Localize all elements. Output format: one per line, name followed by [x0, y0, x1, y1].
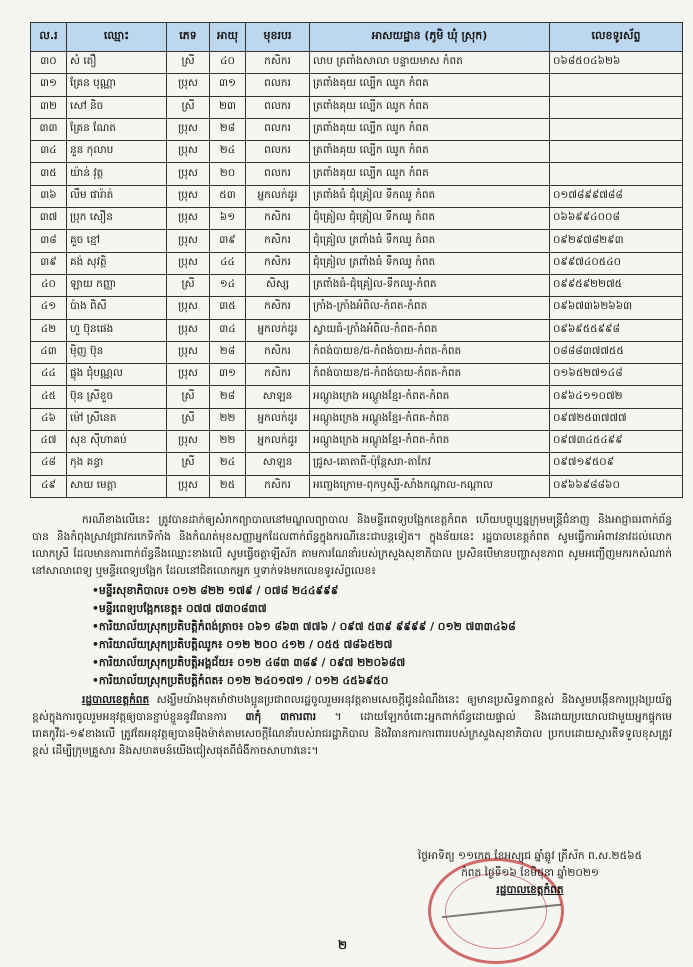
cell-address: លាប ត្រពាំងសាលា បន្ទាយមាស កំពត: [310, 52, 550, 74]
cell-phone: ០៩២៩៧៨២៩៣: [550, 230, 683, 252]
table-row: [31, 252, 683, 274]
cell-address: ត្រពាំងធំ-ជុំគ្រៀល-ទឹកឈូ-កំពត: [310, 274, 550, 296]
cell-gender: ប្រុស: [167, 364, 210, 386]
cell-age: ២៤: [210, 453, 246, 475]
table-row: [31, 431, 683, 453]
cell-address: ត្រពាំងគុយ ល្បើក ឈូក កំពត: [310, 96, 550, 118]
cell-gender: ប្រុស: [167, 208, 210, 230]
page-number: ២: [338, 938, 348, 952]
header-age: អាយុ: [210, 23, 246, 52]
cell-name: ប៉ាង ពិសី: [67, 297, 167, 319]
cell-name: ផ្លុង ជុំបណ្ណល: [67, 364, 167, 386]
cell-age: ៦១: [210, 208, 246, 230]
cell-phone: [550, 141, 683, 163]
cell-no: ៤៩: [31, 475, 67, 497]
cell-occupation: សាឡន: [246, 386, 310, 408]
cell-occupation: អ្នកលក់ដូរ: [246, 185, 310, 207]
table-row: [31, 408, 683, 430]
cell-no: ៤៦: [31, 408, 67, 430]
cell-phone: ០៩៦៦៩៨៨៦០: [550, 475, 683, 497]
cell-name: កុង គន្ធា: [67, 453, 167, 475]
cell-phone: ០៩៩៥៩២២៧៥: [550, 274, 683, 296]
cell-age: ៣១: [210, 74, 246, 96]
cell-no: ៣៣: [31, 118, 67, 140]
table-row: [31, 118, 683, 140]
header-phone: លេខទូរស័ព្ទ: [550, 23, 683, 52]
cell-address: ត្រពាំងគុយ ល្បើក ឈូក កំពត: [310, 74, 550, 96]
cell-name: សាយ មេត្តា: [67, 475, 167, 497]
cell-name: ប៊ុន ស្រីខួច: [67, 386, 167, 408]
cell-gender: ប្រុស: [167, 431, 210, 453]
cell-no: ៣៦: [31, 185, 67, 207]
table-row: [31, 230, 683, 252]
cell-no: ៤២: [31, 319, 67, 341]
notice-paragraph-2-text-b: ។ ដោយឡែកចំពោះអ្នកពាក់ព័ន្ធដោយផ្ទាល់ និងដោយប្រយោលជាមួយអ្នកផ្ទុកមេរោគកូវីដ-១៩ខាងលើ ត្រូវតែអនុវត្តឲ្យបានម៉ឺងម៉ាត់តាមសេចក្តីណែនាំរបស់រាជរដ្ឋាភិបាល និងវិធានការការពាររបស់ក្រសួងសុខាភិបាល ប្រកបដោយស្មារតីទទួលខុសត្រូវខ្ពស់ ដើម្បីក្រុមគ្រួសារ និងសហគមន៍យើងជៀសផុតពីជំងឺកាចសាហាវនេះ។: [32, 711, 672, 757]
cell-no: ៣៨: [31, 230, 67, 252]
cell-address: កំពង់បាយខ/ជ-កំពង់បាយ-កំពត-កំពត: [310, 364, 550, 386]
cell-no: ៣៧: [31, 208, 67, 230]
header-gender: ភេទ: [167, 23, 210, 52]
cell-no: ៤៤: [31, 364, 67, 386]
cell-no: ៣៩: [31, 252, 67, 274]
cell-phone: ០៦៨៥០៤៦២៦: [550, 52, 683, 74]
cell-age: ២៨: [210, 118, 246, 140]
cell-phone: ០៩៦៩៥៥៩៩៨: [550, 319, 683, 341]
signer-title: រដ្ឋបាលខេត្តកំពត: [496, 884, 564, 896]
cell-gender: ស្រី: [167, 408, 210, 430]
cell-address: ត្រពាំងគុយ ល្បើក ឈូក កំពត: [310, 118, 550, 140]
contact-item: •ការិយាល័យស្រុកប្រតិបត្តិកំពង់ត្រាច៖ ០៦១ ៨៦៣ ៧៧៦ / ០៩៧ ៥៣៩ ៩៩៩៩ / ០១២ ៧៣៣៤៦៨: [92, 620, 516, 633]
cell-phone: ០៩៩៧៤០៥៤០: [550, 252, 683, 274]
table-row: [31, 274, 683, 296]
cell-phone: ០៦៦៩៩៤០០៨: [550, 208, 683, 230]
cell-age: ៣៥: [210, 297, 246, 319]
cell-gender: ប្រុស: [167, 475, 210, 497]
cell-age: ៣១: [210, 364, 246, 386]
cell-no: ៣៥: [31, 163, 67, 185]
cell-gender: ប្រុស: [167, 163, 210, 185]
cell-address: អណ្តូងក្រេង អណ្តូងខ្មែរ-កំពត-កំពត: [310, 431, 550, 453]
contact-item: •មន្ទីរពេទ្យបង្អែកខេត្ត៖ ០៧៧ ៧៣០៨៣៧: [92, 602, 267, 615]
cell-gender: ប្រុស: [167, 118, 210, 140]
contact-list: [92, 582, 672, 690]
cell-phone: [550, 163, 683, 185]
cell-gender: ប្រុស: [167, 319, 210, 341]
document-page: [18, 22, 678, 498]
cell-no: ៤១: [31, 297, 67, 319]
cell-age: ២៤: [210, 141, 246, 163]
cell-address: ក្រាំង-ក្រាំងអំពិល-កំពត-កំពត: [310, 297, 550, 319]
lunar-date: ថ្ងៃអាទិត្យ ១១កេត ខែអស្សុជ ឆ្នាំឆ្លូវ ត្រីស័ក ព.ស.២៥៦៥: [417, 850, 643, 862]
table-row: [31, 52, 683, 74]
solar-date: កំពត ថ្ងៃទី១៦ ខែមិថុនា ឆ្នាំ២០២១: [461, 867, 599, 879]
cell-gender: ប្រុស: [167, 185, 210, 207]
cell-name: ឡាយ កញ្ញា: [67, 274, 167, 296]
cell-gender: ប្រុស: [167, 74, 210, 96]
cell-occupation: កសិករ: [246, 252, 310, 274]
cell-occupation: អ្នកលក់ដូរ: [246, 408, 310, 430]
cell-name: សៅ និច: [67, 96, 167, 118]
cell-no: ៤៧: [31, 431, 67, 453]
contact-item: •ការិយាល័យស្រុកប្រតិបត្តិអង្គជ័យ៖ ០១២ ៤៨៣ ៣៨៩ / ០៩៧ ២២០៦៨៧: [92, 656, 406, 669]
cell-age: ៤៤: [210, 252, 246, 274]
cell-name: សុខ ស៊ីហាគប់: [67, 431, 167, 453]
cell-name: នួន កុលាប: [67, 141, 167, 163]
cell-gender: ប្រុស: [167, 252, 210, 274]
table-row: [31, 319, 683, 341]
cell-gender: ប្រុស: [167, 230, 210, 252]
cell-address: ត្រពាំងធំ ជុំគ្រៀល ទឹកឈូ កំពត: [310, 185, 550, 207]
cell-address: ជុំគ្រៀល ជុំគ្រៀល ទឹកឈូ កំពត: [310, 208, 550, 230]
cell-name: ហួ ប៊ុនផេង: [67, 319, 167, 341]
cell-age: ៤០: [210, 52, 246, 74]
cell-age: ២០: [210, 163, 246, 185]
cell-name: លឹម ផារ៉ាត់: [67, 185, 167, 207]
header-name: ឈ្មោះ: [67, 23, 167, 52]
cell-phone: [550, 118, 683, 140]
cell-phone: [550, 96, 683, 118]
cell-age: ២៨: [210, 341, 246, 363]
admin-name: រដ្ឋបាលខេត្តកំពត: [82, 694, 150, 706]
notice-paragraph-2-text-a: សង្ឃឹមយ៉ាងមុតមាំថាបងប្អូនប្រជាពលរដ្ឋចូលរួមអនុវត្តតាមសេចក្តីជូនដំណឹងនេះ ឲ្យមានប្រសិទ្ធភាពខ្ពស់ និងសូមបង្កើនការប្រុងប្រយ័ត្នខ្ពស់ក្នុងការចូលរួមអនុវត្តឲ្យបានខ្ជាប់ខ្ជួននូវវិធានការ: [32, 694, 672, 723]
header-no: ល.រ: [31, 23, 67, 52]
cell-gender: ស្រី: [167, 274, 210, 296]
contact-item: •ការិយាល័យស្រុកប្រតិបត្តិឈូក៖ ០១២ ២០០ ៤១២ / ០៥៥ ៧៨៦៥២៧: [92, 638, 393, 651]
cell-address: កំពង់បាយខ/ជ-កំពង់បាយ-កំពត-កំពត: [310, 341, 550, 363]
header-occupation: មុខរបរ: [246, 23, 310, 52]
cell-name: ម៉ិញ ប៊ុន: [67, 341, 167, 363]
cell-phone: [550, 74, 683, 96]
table-row: [31, 453, 683, 475]
cell-occupation: ពលករ: [246, 96, 310, 118]
cell-age: ១៤: [210, 274, 246, 296]
notice-paragraph-2: [32, 692, 672, 760]
cell-address: អញ្ជេងក្រោម-ពុកឫស្សី-សាំងកណ្តាល-កណ្តាល: [310, 475, 550, 497]
cell-name: គួច ខ្មៅ: [67, 230, 167, 252]
cell-name: សំ តឿ: [67, 52, 167, 74]
table-row: [31, 74, 683, 96]
table-row: [31, 341, 683, 363]
cell-gender: ស្រី: [167, 386, 210, 408]
contact-item: •មន្ទីរសុខាភិបាល៖ ០១២ ៨២២ ១៧៩ / ០៧៨ ២៤៤៩៩៩: [92, 584, 339, 597]
table-row: [31, 141, 683, 163]
cell-name: គ្រែន ណែត: [67, 118, 167, 140]
cell-name: ប្រុក សឿន: [67, 208, 167, 230]
cell-no: ៣៤: [31, 141, 67, 163]
cell-phone: ០១៦៥២៧១៤៨: [550, 364, 683, 386]
cell-no: ៤០: [31, 274, 67, 296]
cell-occupation: កសិករ: [246, 341, 310, 363]
cell-occupation: កសិករ: [246, 208, 310, 230]
cell-gender: ស្រី: [167, 52, 210, 74]
cell-occupation: សាឡន: [246, 453, 310, 475]
cell-phone: ០៨៨៨៣៧៧៥៥: [550, 341, 683, 363]
table-row: [31, 475, 683, 497]
cell-address: អណ្តូងក្រេង អណ្តូងខ្មែរ-កំពត-កំពត: [310, 408, 550, 430]
cell-no: ៣០: [31, 52, 67, 74]
cell-phone: ០៩៦៧៣៦២៦៦៣: [550, 297, 683, 319]
cell-phone: ០៩៧១៩៥០៩: [550, 453, 683, 475]
cell-age: ២៥: [210, 475, 246, 497]
cell-no: ៣២: [31, 96, 67, 118]
cell-phone: ០៩៧៣៤៥៤៩៩: [550, 431, 683, 453]
cell-address: ត្រពាំងគុយ ល្បើក ឈូក កំពត: [310, 163, 550, 185]
cell-occupation: កសិករ: [246, 297, 310, 319]
cell-occupation: សិស្ស: [246, 274, 310, 296]
notice-text: [32, 512, 672, 760]
case-table: [30, 22, 683, 498]
cell-age: ២៣: [210, 96, 246, 118]
cell-no: ៤៥: [31, 386, 67, 408]
cell-occupation: កសិករ: [246, 230, 310, 252]
cell-address: ជ្រូស-គោតាពី-ប៉ុន្តែសរា-តាកែវ: [310, 453, 550, 475]
cell-no: ៤៨: [31, 453, 67, 475]
measure-emphasis: ៣កុំ ៣ការពារ: [245, 711, 317, 723]
cell-gender: ស្រី: [167, 96, 210, 118]
cell-age: ២២: [210, 431, 246, 453]
cell-age: ២២: [210, 408, 246, 430]
table-row: [31, 386, 683, 408]
contact-item: •ការិយាល័យស្រុកប្រតិបត្តិកំពត៖ ០១២ ២៤០១៧១ / ០១២ ៤៥៦៩៥០: [92, 674, 389, 687]
date-block: [400, 848, 660, 899]
cell-no: ៣១: [31, 74, 67, 96]
cell-occupation: ពលករ: [246, 118, 310, 140]
cell-phone: ០៩៦៤១១០៧២: [550, 386, 683, 408]
cell-address: អណ្តូងក្រេង អណ្តូងខ្មែរ-កំពត-កំពត: [310, 386, 550, 408]
cell-name: យ៉ាន់ វុត្ថ: [67, 163, 167, 185]
cell-occupation: ពលករ: [246, 74, 310, 96]
cell-age: ២៨: [210, 386, 246, 408]
table-row: [31, 208, 683, 230]
header-address: អាសយដ្ឋាន (ភូមិ ឃុំ ស្រុក): [310, 23, 550, 52]
cell-phone: ០៩៧២៥៣៧៧៧: [550, 408, 683, 430]
cell-occupation: ពលករ: [246, 163, 310, 185]
cell-gender: ប្រុស: [167, 141, 210, 163]
table-row: [31, 364, 683, 386]
cell-no: ៤៣: [31, 341, 67, 363]
cell-age: ៣៩: [210, 230, 246, 252]
cell-address: ត្រពាំងគុយ ល្បើក ឈូក កំពត: [310, 141, 550, 163]
table-row: [31, 96, 683, 118]
table-header-row: [31, 23, 683, 52]
cell-name: គ្រែន បុណ្ណា: [67, 74, 167, 96]
table-row: [31, 163, 683, 185]
cell-name: គង់ សុវត្ថិ: [67, 252, 167, 274]
table-row: [31, 185, 683, 207]
notice-paragraph-1: ករណីខាងលើនេះ ត្រូវបានដាក់ឲ្យសំរាកព្យាបាលនៅមណ្ឌលព្យាបាល និងមន្ទីរពេទ្យបង្អែកខេត្តកំពត ហើយបច្ចុប្បន្នក្រុមមន្ត្រីជំនាញ និងអាជ្ញាធរពាក់ព័ន្ធ បាន និងកំពុងស្រាវជ្រាវករកេទិកាំង និងកំណត់មុខសញ្ញាអ្នកដែលពាក់ព័ន្ធក្នុងករណីនេះជាបន្តទៀត។ ក្នុងន័យនេះ រដ្ឋបាលខេត្តកំពត សូមធ្វើការអំពាវនាវដល់លោក លោកស្រី ដែលមានការពាក់ព័ន្ធនឹងឈ្មោះខាងលើ សូមធ្វើចត្តាឡីស័ក តាមការណែនាំរបស់ក្រសួងសុខាភិបាល ប្រសិនបើមានបញ្ហាសុខភាព សូមអញ្ជើញមករកសំណាក់នៅសាលាពេទ្យ ឬមន្ទីរពេទ្យបង្អែក ដែលនៅជិតលោកអ្នក ឬទាក់ទងមកលេខទូរស័ព្ទលេខ៖: [32, 514, 672, 577]
cell-occupation: កសិករ: [246, 364, 310, 386]
cell-occupation: អ្នកលក់ដូរ: [246, 319, 310, 341]
cell-occupation: ពលករ: [246, 141, 310, 163]
cell-occupation: អ្នកលក់ដូរ: [246, 431, 310, 453]
table-row: [31, 297, 683, 319]
cell-occupation: កសិករ: [246, 52, 310, 74]
cell-occupation: កសិករ: [246, 475, 310, 497]
cell-gender: ប្រុស: [167, 341, 210, 363]
cell-address: ជុំគ្រៀល ត្រពាំងធំ ទឹកឈូ កំពត: [310, 230, 550, 252]
cell-gender: ស្រី: [167, 453, 210, 475]
cell-age: ៥៣: [210, 185, 246, 207]
cell-gender: ប្រុស: [167, 297, 210, 319]
cell-address: ជុំគ្រៀល ត្រពាំងធំ ទឹកឈូ កំពត: [310, 252, 550, 274]
cell-address: ស្វាយធំ-ក្រាំងអំពិល-កំពត-កំពត: [310, 319, 550, 341]
cell-name: ម៉ៅ ស្រីនេត: [67, 408, 167, 430]
cell-phone: ០១៧៨៩៩៧៨៨: [550, 185, 683, 207]
cell-age: ៣៤: [210, 319, 246, 341]
